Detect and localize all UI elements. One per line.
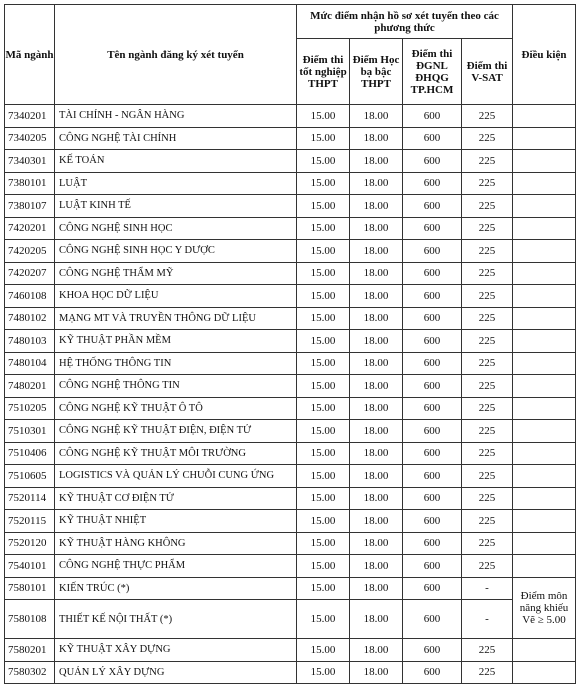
cell-code: 7340205: [5, 127, 55, 150]
cell-major-name: LOGISTICS VÀ QUẢN LÝ CHUỖI CUNG ỨNG: [55, 465, 297, 488]
cell-hocba-score: 18.00: [350, 577, 403, 600]
cell-hocba-score: 18.00: [350, 442, 403, 465]
cell-vsat-score: 225: [462, 127, 513, 150]
cell-hocba-score: 18.00: [350, 352, 403, 375]
cell-condition: [513, 127, 576, 150]
cell-vsat-score: 225: [462, 285, 513, 308]
cell-condition: [513, 307, 576, 330]
table-row: [5, 555, 576, 578]
cell-vsat-score: 225: [462, 555, 513, 578]
cell-thpt-score: 15.00: [297, 375, 350, 398]
cell-hocba-score: 18.00: [350, 487, 403, 510]
cell-hocba-score: 18.00: [350, 195, 403, 218]
cell-major-name: KẾ TOÁN: [55, 150, 297, 173]
cell-major-name: LUẬT KINH TẾ: [55, 195, 297, 218]
cell-vsat-score: -: [462, 577, 513, 600]
cell-code: 7510605: [5, 465, 55, 488]
cell-thpt-score: 15.00: [297, 240, 350, 263]
cell-thpt-score: 15.00: [297, 577, 350, 600]
table-row: [5, 465, 576, 488]
cell-major-name: TÀI CHÍNH - NGÂN HÀNG: [55, 105, 297, 128]
cell-vsat-score: 225: [462, 510, 513, 533]
cell-condition-note: Điểm môn năng khiếu Vẽ ≥ 5.00: [513, 577, 576, 639]
cell-code: 7420205: [5, 240, 55, 263]
cell-major-name: KỸ THUẬT CƠ ĐIỆN TỬ: [55, 487, 297, 510]
cell-vsat-score: 225: [462, 307, 513, 330]
cell-dgnl-score: 600: [403, 661, 462, 684]
cell-thpt-score: 15.00: [297, 150, 350, 173]
cell-major-name: MẠNG MT VÀ TRUYỀN THÔNG DỮ LIỆU: [55, 307, 297, 330]
cell-vsat-score: 225: [462, 240, 513, 263]
cell-condition: [513, 510, 576, 533]
cell-vsat-score: 225: [462, 330, 513, 353]
cell-thpt-score: 15.00: [297, 172, 350, 195]
cell-major-name: KIẾN TRÚC (*): [55, 577, 297, 600]
cell-hocba-score: 18.00: [350, 172, 403, 195]
cell-hocba-score: 18.00: [350, 375, 403, 398]
cell-dgnl-score: 600: [403, 150, 462, 173]
cell-thpt-score: 15.00: [297, 330, 350, 353]
cell-major-name: LUẬT: [55, 172, 297, 195]
cell-dgnl-score: 600: [403, 600, 462, 639]
cell-condition: [513, 105, 576, 128]
cell-thpt-score: 15.00: [297, 262, 350, 285]
cell-dgnl-score: 600: [403, 172, 462, 195]
cell-hocba-score: 18.00: [350, 307, 403, 330]
cell-code: 7520115: [5, 510, 55, 533]
cell-dgnl-score: 600: [403, 510, 462, 533]
cell-condition: [513, 487, 576, 510]
table-row: [5, 487, 576, 510]
cell-vsat-score: 225: [462, 397, 513, 420]
cell-code: 7420201: [5, 217, 55, 240]
cell-vsat-score: 225: [462, 442, 513, 465]
table-row: [5, 307, 576, 330]
cell-thpt-score: 15.00: [297, 487, 350, 510]
table-row: [5, 352, 576, 375]
cell-vsat-score: 225: [462, 352, 513, 375]
cell-hocba-score: 18.00: [350, 465, 403, 488]
cell-thpt-score: 15.00: [297, 600, 350, 639]
cell-major-name: CÔNG NGHỆ SINH HỌC Y DƯỢC: [55, 240, 297, 263]
cell-dgnl-score: 600: [403, 127, 462, 150]
cell-dgnl-score: 600: [403, 442, 462, 465]
cell-hocba-score: 18.00: [350, 127, 403, 150]
cell-dgnl-score: 600: [403, 217, 462, 240]
cell-code: 7480104: [5, 352, 55, 375]
cell-code: 7380107: [5, 195, 55, 218]
cell-condition: [513, 420, 576, 443]
cell-dgnl-score: 600: [403, 240, 462, 263]
table-row: [5, 217, 576, 240]
cell-thpt-score: 15.00: [297, 420, 350, 443]
cell-dgnl-score: 600: [403, 577, 462, 600]
header-method-thpt: Điểm thi tốt nghiệp THPT: [297, 39, 350, 105]
table-row: [5, 639, 576, 662]
cell-condition: [513, 150, 576, 173]
header-method-dgnl: Điểm thi ĐGNL ĐHQG TP.HCM: [403, 39, 462, 105]
table-row: [5, 195, 576, 218]
cell-condition: [513, 240, 576, 263]
cell-dgnl-score: 600: [403, 532, 462, 555]
header-method-vsat: Điểm thi V-SAT: [462, 39, 513, 105]
table-row: [5, 375, 576, 398]
cell-major-name: CÔNG NGHỆ KỸ THUẬT MÔI TRƯỜNG: [55, 442, 297, 465]
table-row: [5, 661, 576, 684]
cell-condition: [513, 555, 576, 578]
cell-vsat-score: -: [462, 600, 513, 639]
table-row: [5, 330, 576, 353]
cell-hocba-score: 18.00: [350, 420, 403, 443]
cell-hocba-score: 18.00: [350, 661, 403, 684]
table-row: [5, 577, 576, 600]
table-row: [5, 172, 576, 195]
cell-hocba-score: 18.00: [350, 285, 403, 308]
cell-code: 7480103: [5, 330, 55, 353]
cell-thpt-score: 15.00: [297, 639, 350, 662]
table-row: [5, 240, 576, 263]
cell-major-name: KỸ THUẬT PHẦN MỀM: [55, 330, 297, 353]
cell-vsat-score: 225: [462, 487, 513, 510]
cell-condition: [513, 262, 576, 285]
cell-code: 7380101: [5, 172, 55, 195]
cell-thpt-score: 15.00: [297, 195, 350, 218]
cell-condition: [513, 352, 576, 375]
cell-hocba-score: 18.00: [350, 510, 403, 533]
table-row: [5, 442, 576, 465]
cell-hocba-score: 18.00: [350, 217, 403, 240]
cell-condition: [513, 465, 576, 488]
cell-dgnl-score: 600: [403, 307, 462, 330]
cell-thpt-score: 15.00: [297, 465, 350, 488]
header-condition: Điều kiện: [513, 5, 576, 105]
cell-hocba-score: 18.00: [350, 105, 403, 128]
cell-dgnl-score: 600: [403, 639, 462, 662]
cell-thpt-score: 15.00: [297, 661, 350, 684]
cell-hocba-score: 18.00: [350, 262, 403, 285]
cell-vsat-score: 225: [462, 661, 513, 684]
cell-code: 7510406: [5, 442, 55, 465]
table-body: [5, 105, 576, 684]
cell-thpt-score: 15.00: [297, 397, 350, 420]
cell-condition: [513, 330, 576, 353]
table-row: [5, 532, 576, 555]
cell-thpt-score: 15.00: [297, 532, 350, 555]
cell-major-name: CÔNG NGHỆ KỸ THUẬT ĐIỆN, ĐIỆN TỬ: [55, 420, 297, 443]
cell-condition: [513, 172, 576, 195]
cell-condition: [513, 375, 576, 398]
cell-major-name: KỸ THUẬT HÀNG KHÔNG: [55, 532, 297, 555]
cell-hocba-score: 18.00: [350, 397, 403, 420]
cell-code: 7580302: [5, 661, 55, 684]
admission-score-table: [4, 4, 576, 684]
cell-code: 7420207: [5, 262, 55, 285]
cell-major-name: QUẢN LÝ XÂY DỰNG: [55, 661, 297, 684]
cell-code: 7520114: [5, 487, 55, 510]
cell-hocba-score: 18.00: [350, 330, 403, 353]
cell-dgnl-score: 600: [403, 285, 462, 308]
cell-hocba-score: 18.00: [350, 532, 403, 555]
cell-condition: [513, 639, 576, 662]
cell-major-name: CÔNG NGHỆ THẨM MỸ: [55, 262, 297, 285]
cell-condition: [513, 195, 576, 218]
table-row: [5, 420, 576, 443]
cell-thpt-score: 15.00: [297, 105, 350, 128]
cell-vsat-score: 225: [462, 420, 513, 443]
cell-code: 7580108: [5, 600, 55, 639]
cell-vsat-score: 225: [462, 150, 513, 173]
cell-dgnl-score: 600: [403, 352, 462, 375]
cell-hocba-score: 18.00: [350, 600, 403, 639]
cell-dgnl-score: 600: [403, 487, 462, 510]
cell-dgnl-score: 600: [403, 397, 462, 420]
cell-code: 7480201: [5, 375, 55, 398]
cell-code: 7460108: [5, 285, 55, 308]
header-methods-group: Mức điểm nhận hồ sơ xét tuyển theo các phương thức: [297, 5, 513, 39]
cell-vsat-score: 225: [462, 105, 513, 128]
cell-dgnl-score: 600: [403, 195, 462, 218]
table-row: [5, 262, 576, 285]
cell-thpt-score: 15.00: [297, 555, 350, 578]
cell-vsat-score: 225: [462, 195, 513, 218]
cell-code: 7580201: [5, 639, 55, 662]
cell-major-name: CÔNG NGHỆ THỰC PHẨM: [55, 555, 297, 578]
cell-hocba-score: 18.00: [350, 150, 403, 173]
header-method-hocba: Điểm Học bạ bậc THPT: [350, 39, 403, 105]
cell-dgnl-score: 600: [403, 105, 462, 128]
cell-thpt-score: 15.00: [297, 352, 350, 375]
table-row: [5, 285, 576, 308]
cell-dgnl-score: 600: [403, 465, 462, 488]
cell-major-name: THIẾT KẾ NỘI THẤT (*): [55, 600, 297, 639]
cell-vsat-score: 225: [462, 532, 513, 555]
cell-code: 7510205: [5, 397, 55, 420]
cell-code: 7340201: [5, 105, 55, 128]
cell-condition: [513, 285, 576, 308]
cell-dgnl-score: 600: [403, 330, 462, 353]
cell-vsat-score: 225: [462, 262, 513, 285]
table-header: [5, 5, 576, 105]
cell-thpt-score: 15.00: [297, 285, 350, 308]
cell-vsat-score: 225: [462, 465, 513, 488]
cell-vsat-score: 225: [462, 639, 513, 662]
cell-vsat-score: 225: [462, 217, 513, 240]
cell-thpt-score: 15.00: [297, 217, 350, 240]
cell-major-name: KỸ THUẬT XÂY DỰNG: [55, 639, 297, 662]
cell-code: 7340301: [5, 150, 55, 173]
cell-code: 7540101: [5, 555, 55, 578]
table-row: [5, 600, 576, 639]
cell-hocba-score: 18.00: [350, 555, 403, 578]
cell-condition: [513, 532, 576, 555]
cell-code: 7480102: [5, 307, 55, 330]
table-row: [5, 510, 576, 533]
table-row: [5, 150, 576, 173]
cell-thpt-score: 15.00: [297, 442, 350, 465]
cell-dgnl-score: 600: [403, 262, 462, 285]
cell-thpt-score: 15.00: [297, 510, 350, 533]
cell-code: 7580101: [5, 577, 55, 600]
table-row: [5, 105, 576, 128]
cell-vsat-score: 225: [462, 172, 513, 195]
cell-condition: [513, 397, 576, 420]
cell-dgnl-score: 600: [403, 555, 462, 578]
cell-code: 7510301: [5, 420, 55, 443]
cell-major-name: KHOA HỌC DỮ LIỆU: [55, 285, 297, 308]
cell-condition: [513, 217, 576, 240]
cell-vsat-score: 225: [462, 375, 513, 398]
cell-dgnl-score: 600: [403, 375, 462, 398]
cell-hocba-score: 18.00: [350, 639, 403, 662]
cell-major-name: CÔNG NGHỆ KỸ THUẬT Ô TÔ: [55, 397, 297, 420]
cell-condition: [513, 442, 576, 465]
cell-thpt-score: 15.00: [297, 127, 350, 150]
cell-condition: [513, 661, 576, 684]
cell-major-name: CÔNG NGHỆ SINH HỌC: [55, 217, 297, 240]
table-row: [5, 127, 576, 150]
cell-dgnl-score: 600: [403, 420, 462, 443]
cell-major-name: KỸ THUẬT NHIỆT: [55, 510, 297, 533]
header-major-name: Tên ngành đăng ký xét tuyển: [55, 5, 297, 105]
cell-major-name: HỆ THỐNG THÔNG TIN: [55, 352, 297, 375]
cell-code: 7520120: [5, 532, 55, 555]
cell-thpt-score: 15.00: [297, 307, 350, 330]
table-row: [5, 397, 576, 420]
header-code: Mã ngành: [5, 5, 55, 105]
cell-major-name: CÔNG NGHỆ THÔNG TIN: [55, 375, 297, 398]
cell-major-name: CÔNG NGHỆ TÀI CHÍNH: [55, 127, 297, 150]
cell-hocba-score: 18.00: [350, 240, 403, 263]
